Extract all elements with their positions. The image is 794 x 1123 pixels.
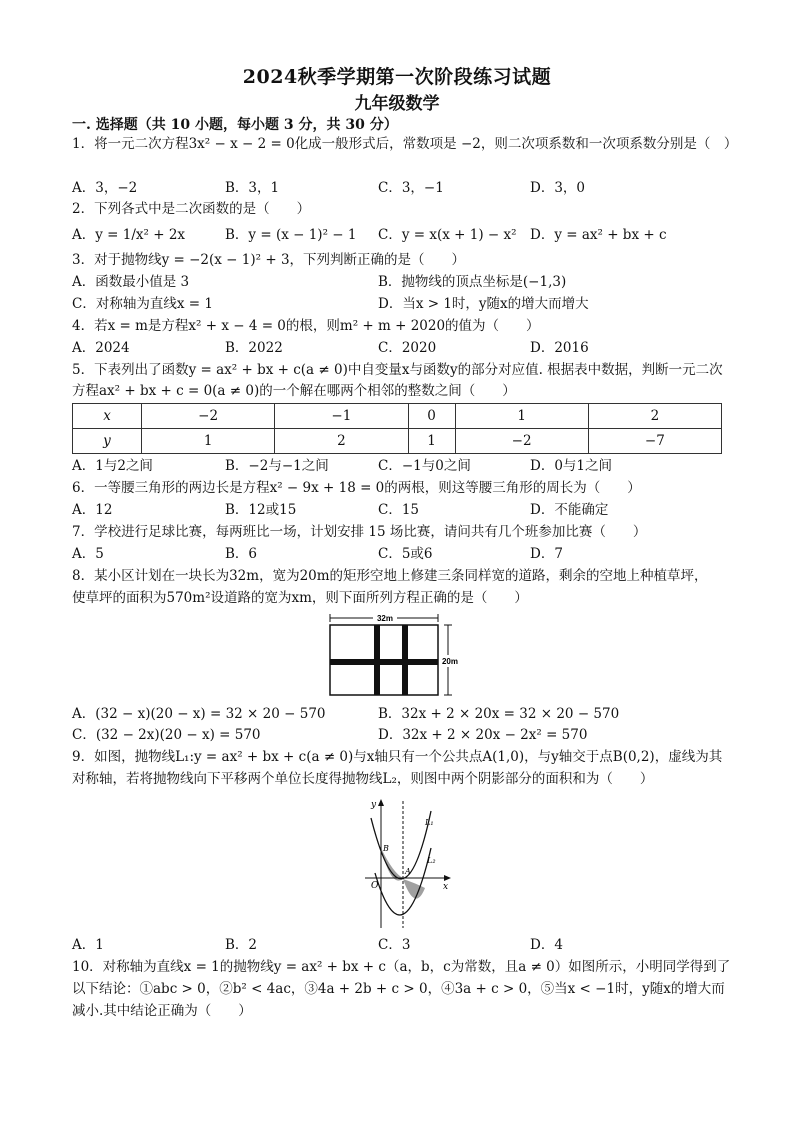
question-10-stem-line3: 减小.其中结论正确为（ ） xyxy=(72,1003,252,1019)
q1-option-d: D．3，0 xyxy=(530,180,586,196)
table-row-x xyxy=(73,404,722,429)
q2-option-b: B．y = (x − 1)² − 1 xyxy=(225,227,357,243)
question-2-stem: 2．下列各式中是二次函数的是（ ） xyxy=(72,201,311,217)
q4-option-a: A．2024 xyxy=(72,340,130,356)
question-10-stem-line2: 以下结论：①abc > 0，②b² < 4ac，③4a + 2b + c > 0，④3a + c > 0，⑤当x < −1时，y随x的增大而 xyxy=(72,981,725,997)
point-b-label: B xyxy=(383,844,389,853)
q4-option-d: D．2016 xyxy=(530,340,589,356)
q5-option-d: D．0与1之间 xyxy=(530,458,613,474)
curve-l2-label: L₂ xyxy=(427,856,436,865)
page-subtitle: 九年级数学 xyxy=(354,94,440,114)
q9-option-c: C．3 xyxy=(378,937,411,953)
q2-option-c: C．y = x(x + 1) − x² xyxy=(378,227,517,243)
question-10-stem-line1: 10．对称轴为直线x = 1的抛物线y = ax² + bx + c（a，b，c为常数，且a ≠ 0）如图所示，小明同学得到了 xyxy=(72,959,731,975)
x-axis-label: x xyxy=(443,882,449,892)
question-9-stem-line2: 对称轴，若将抛物线向下平移两个单位长度得抛物线L₂，则图中两个阴影部分的面积和为（ ） xyxy=(72,771,654,787)
question-5-stem-line1: 5．下表列出了函数y = ax² + bx + c(a ≠ 0)中自变量x与函数y的部分对应值. 根据表中数据，判断一元二次 xyxy=(72,362,723,378)
value-table xyxy=(72,403,722,454)
q5-option-a: A．1与2之间 xyxy=(72,458,153,474)
table-cell: −2 xyxy=(142,404,275,429)
question-7-stem: 7．学校进行足球比赛，每两班比一场，计划安排 15 场比赛，请问共有几个班参加比赛（ ） xyxy=(72,524,647,540)
q6-option-a: A．12 xyxy=(72,502,113,518)
q5-option-c: C．−1与0之间 xyxy=(378,458,471,474)
question-8-stem-line2: 使草坪的面积为570m²设道路的宽为xm，则下面所列方程正确的是（ ） xyxy=(72,590,528,606)
q6-option-d: D．不能确定 xyxy=(530,502,609,518)
question-5-stem-line2: 方程ax² + bx + c = 0(a ≠ 0)的一个解在哪两个相邻的整数之间（ ） xyxy=(72,383,516,399)
q8-option-a: A．(32 − x)(20 − x) = 32 × 20 − 570 xyxy=(72,706,326,722)
q3-option-b: B．抛物线的顶点坐标是(−1,3) xyxy=(378,274,567,290)
table-cell: −2 xyxy=(455,429,588,454)
question-3-stem: 3．对于抛物线y = −2(x − 1)² + 3，下列判断正确的是（ ） xyxy=(72,252,466,268)
q5-option-b: B．−2与−1之间 xyxy=(225,458,329,474)
q8-option-b: B．32x + 2 × 20x = 32 × 20 − 570 xyxy=(378,706,620,722)
q9-option-d: D．4 xyxy=(530,937,563,953)
question-9-stem-line1: 9．如图，抛物线L₁:y = ax² + bx + c(a ≠ 0)与x轴只有一个公共点A(1,0)，与y轴交于点B(0,2)，虚线为其 xyxy=(72,749,723,765)
page-title: 2024秋季学期第一次阶段练习试题 xyxy=(242,66,552,88)
table-header-x: x xyxy=(73,404,142,429)
q7-option-a: A．5 xyxy=(72,546,104,562)
q8-option-c: C．(32 − 2x)(20 − x) = 570 xyxy=(72,727,261,743)
q4-option-c: C．2020 xyxy=(378,340,437,356)
table-cell: −7 xyxy=(588,429,721,454)
height-label: 20m xyxy=(441,657,459,666)
q6-option-c: C．15 xyxy=(378,502,420,518)
q7-option-b: B．6 xyxy=(225,546,258,562)
q9-option-a: A．1 xyxy=(72,937,104,953)
q1-option-b: B．3，1 xyxy=(225,180,280,196)
table-header-y: y xyxy=(73,429,142,454)
q4-option-b: B．2022 xyxy=(225,340,283,356)
origin-label: O xyxy=(371,881,379,891)
q9-option-b: B．2 xyxy=(225,937,258,953)
table-cell: 2 xyxy=(588,404,721,429)
width-label: 32m xyxy=(376,614,394,623)
q1-option-a: A．3，−2 xyxy=(72,180,138,196)
table-cell: 1 xyxy=(455,404,588,429)
curve-l1-label: L₁ xyxy=(425,818,434,827)
table-cell: 2 xyxy=(275,429,408,454)
question-8-stem-line1: 8．某小区计划在一块长为32m，宽为20m的矩形空地上修建三条同样宽的道路，剩余的空地上种植草坪， xyxy=(72,568,708,584)
q3-option-d: D．当x > 1时，y随x的增大而增大 xyxy=(378,296,589,312)
q8-option-d: D．32x + 2 × 20x − 2x² = 570 xyxy=(378,727,588,743)
q2-option-d: D．y = ax² + bx + c xyxy=(530,227,667,243)
table-cell: −1 xyxy=(275,404,408,429)
table-cell: 1 xyxy=(142,429,275,454)
section-heading: 一. 选择题（共 10 小题，每小题 3 分，共 30 分） xyxy=(72,117,398,133)
road-diagram xyxy=(326,610,471,700)
q3-option-a: A．函数最小值是 3 xyxy=(72,274,190,290)
point-a-label: A xyxy=(405,867,411,876)
q3-option-c: C．对称轴为直线x = 1 xyxy=(72,296,213,312)
q6-option-b: B．12或15 xyxy=(225,502,297,518)
y-axis-label: y xyxy=(371,800,377,810)
parabola-graph xyxy=(363,793,453,933)
table-cell: 1 xyxy=(408,429,455,454)
question-1-stem: 1．将一元二次方程3x² − x − 2 = 0化成一般形式后，常数项是 −2，则二次项系数和一次项系数分别是（ ） xyxy=(72,136,738,152)
table-cell: 0 xyxy=(408,404,455,429)
q2-option-a: A．y = 1/x² + 2x xyxy=(72,227,186,243)
q7-option-c: C．5或6 xyxy=(378,546,433,562)
table-row-y xyxy=(73,429,722,454)
question-4-stem: 4．若x = m是方程x² + x − 4 = 0的根，则m² + m + 2020的值为（ ） xyxy=(72,318,540,334)
q1-option-c: C．3，−1 xyxy=(378,180,444,196)
question-6-stem: 6．一等腰三角形的两边长是方程x² − 9x + 18 = 0的两根，则这等腰三角形的周长为（ ） xyxy=(72,480,641,496)
q7-option-d: D．7 xyxy=(530,546,563,562)
